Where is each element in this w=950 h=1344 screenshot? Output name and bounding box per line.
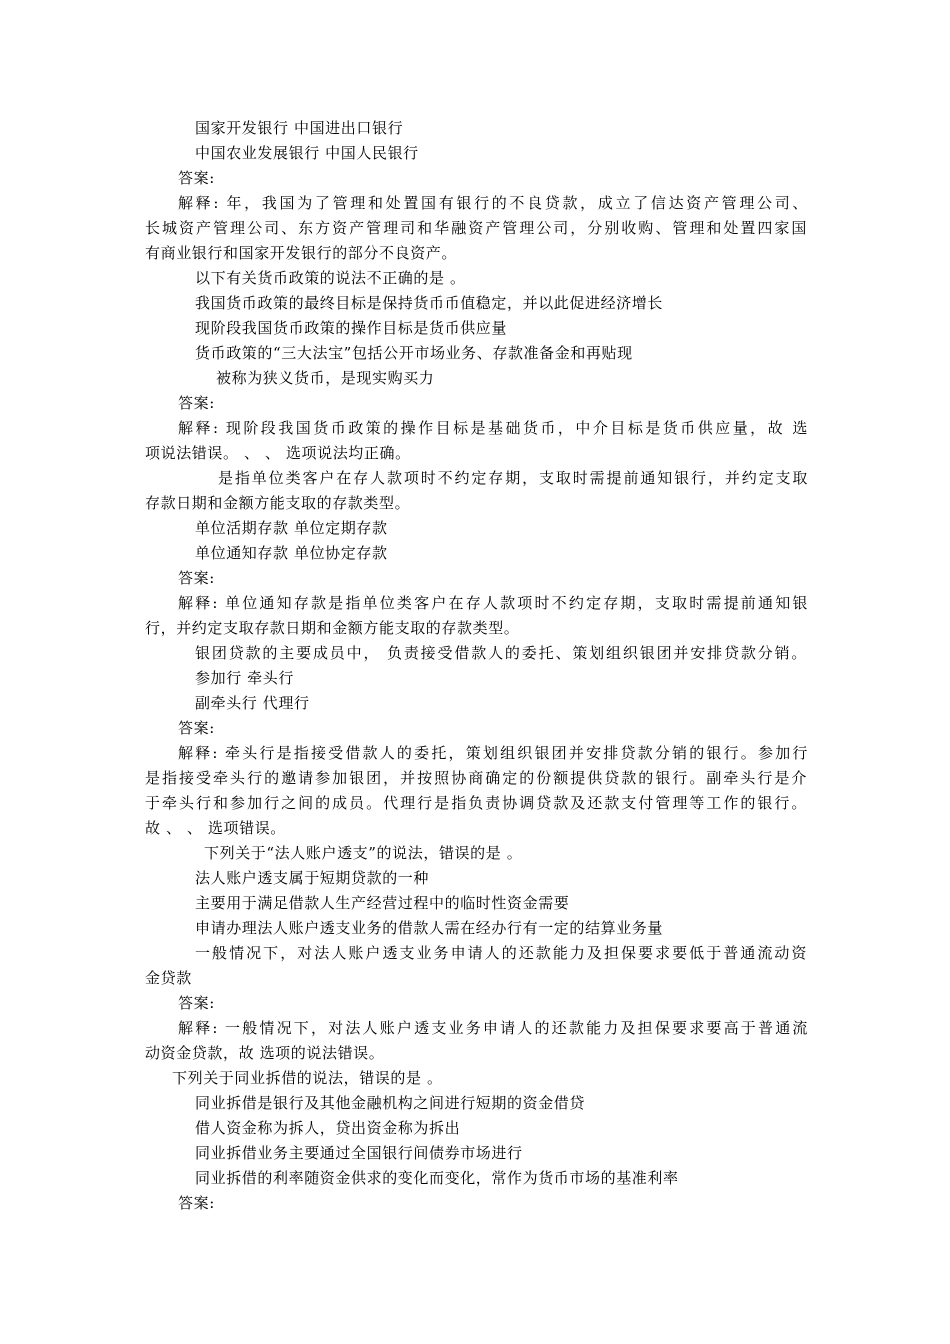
q4-options-row-1: 参加行 牵头行 [195,669,294,687]
q5-option-4-line-2: 金贷款 [145,969,192,987]
q3-options-row-1: 单位活期存款 单位定期存款 [195,519,388,537]
q2-option-2: 现阶段我国货币政策的操作目标是货币供应量 [195,319,508,337]
q4-answer: 答案: [178,719,215,737]
q1-options-row-2: 中国农业发展银行 中国人民银行 [195,144,419,162]
q1-answer: 答案: [178,169,215,187]
q4-explanation-line-3: 于牵头行和参加行之间的成员。代理行是指负责协调贷款及还款支付管理等工作的银行。 [145,794,807,812]
q5-option-2: 主要用于满足借款人生产经营过程中的临时性资金需要 [195,894,570,912]
q1-explanation-line-3: 有商业银行和国家开发银行的部分不良资产。 [145,244,458,262]
q5-answer: 答案: [178,994,215,1012]
q3-answer: 答案: [178,569,215,587]
q2-explanation-line-2: 项说法错误。 、 、 选项说法均正确。 [145,444,411,462]
q5-stem: 下列关于“法人账户透支”的说法，错误的是 。 [204,844,523,862]
q1-explanation-line-1: 解释: 年，我国为了管理和处置国有银行的不良贷款，成立了信达资产管理公司、 [178,194,808,212]
q4-options-row-2: 副牵头行 代理行 [195,694,310,712]
q6-answer: 答案: [178,1194,215,1212]
q5-option-4-line-1: 一般情况下，对法人账户透支业务申请人的还款能力及担保要求要低于普通流动资 [195,944,807,962]
q2-option-1: 我国货币政策的最终目标是保持货币币值稳定，并以此促进经济增长 [195,294,664,312]
q2-explanation-line-1: 解释: 现阶段我国货币政策的操作目标是基础货币，中介目标是货币供应量，故 选 [178,419,808,437]
q2-option-3: 货币政策的“三大法宝”包括公开市场业务、存款准备金和再贴现 [195,344,633,362]
q1-options-row-1: 国家开发银行 中国进出口银行 [195,119,404,137]
q4-explanation-line-1: 解释: 牵头行是指接受借款人的委托，策划组织银团并安排贷款分销的银行。参加行 [178,744,808,762]
q5-option-3: 申请办理法人账户透支业务的借款人需在经办行有一定的结算业务量 [195,919,664,937]
q4-explanation-line-2: 是指接受牵头行的邀请参加银团，并按照协商确定的份额提供贷款的银行。副牵头行是介 [145,769,807,787]
q1-explanation-line-2: 长城资产管理公司、东方资产管理司和华融资产管理公司，分别收购、管理和处置四家国 [145,219,807,237]
q3-stem-line-1: 是指单位类客户在存人款项时不约定存期，支取时需提前通知银行，并约定支取 [218,469,808,487]
q3-explanation-line-2: 行，并约定支取存款日期和金额方能支取的存款类型。 [145,619,520,637]
q6-option-1: 同业拆借是银行及其他金融机构之间进行短期的资金借贷 [195,1094,586,1112]
q5-explanation-line-1: 解释: 一般情况下，对法人账户透支业务申请人的还款能力及担保要求要高于普通流 [178,1019,808,1037]
q4-stem: 银团贷款的主要成员中， 负责接受借款人的委托、策划组织银团并安排贷款分销。 [195,644,807,662]
q6-option-2: 借人资金称为拆人，贷出资金称为拆出 [195,1119,461,1137]
q6-option-4: 同业拆借的利率随资金供求的变化而变化，常作为货币市场的基准利率 [195,1169,679,1187]
q4-explanation-line-4: 故 、 、 选项错误。 [145,819,286,837]
q2-option-4: 被称为狭义货币，是现实购买力 [216,369,435,387]
q2-stem: 以下有关货币政策的说法不正确的是 。 [195,269,466,287]
q3-options-row-2: 单位通知存款 单位协定存款 [195,544,388,562]
q6-stem: 下列关于同业拆借的说法，错误的是 。 [172,1069,443,1087]
q5-explanation-line-2: 动资金贷款，故 选项的说法错误。 [145,1044,385,1062]
q5-option-1: 法人账户透支属于短期贷款的一种 [195,869,430,887]
q6-option-3: 同业拆借业务主要通过全国银行间债券市场进行 [195,1144,523,1162]
q3-stem-line-2: 存款日期和金额方能支取的存款类型。 [145,494,411,512]
q2-answer: 答案: [178,394,215,412]
q3-explanation-line-1: 解释: 单位通知存款是指单位类客户在存人款项时不约定存期，支取时需提前通知银 [178,594,808,612]
